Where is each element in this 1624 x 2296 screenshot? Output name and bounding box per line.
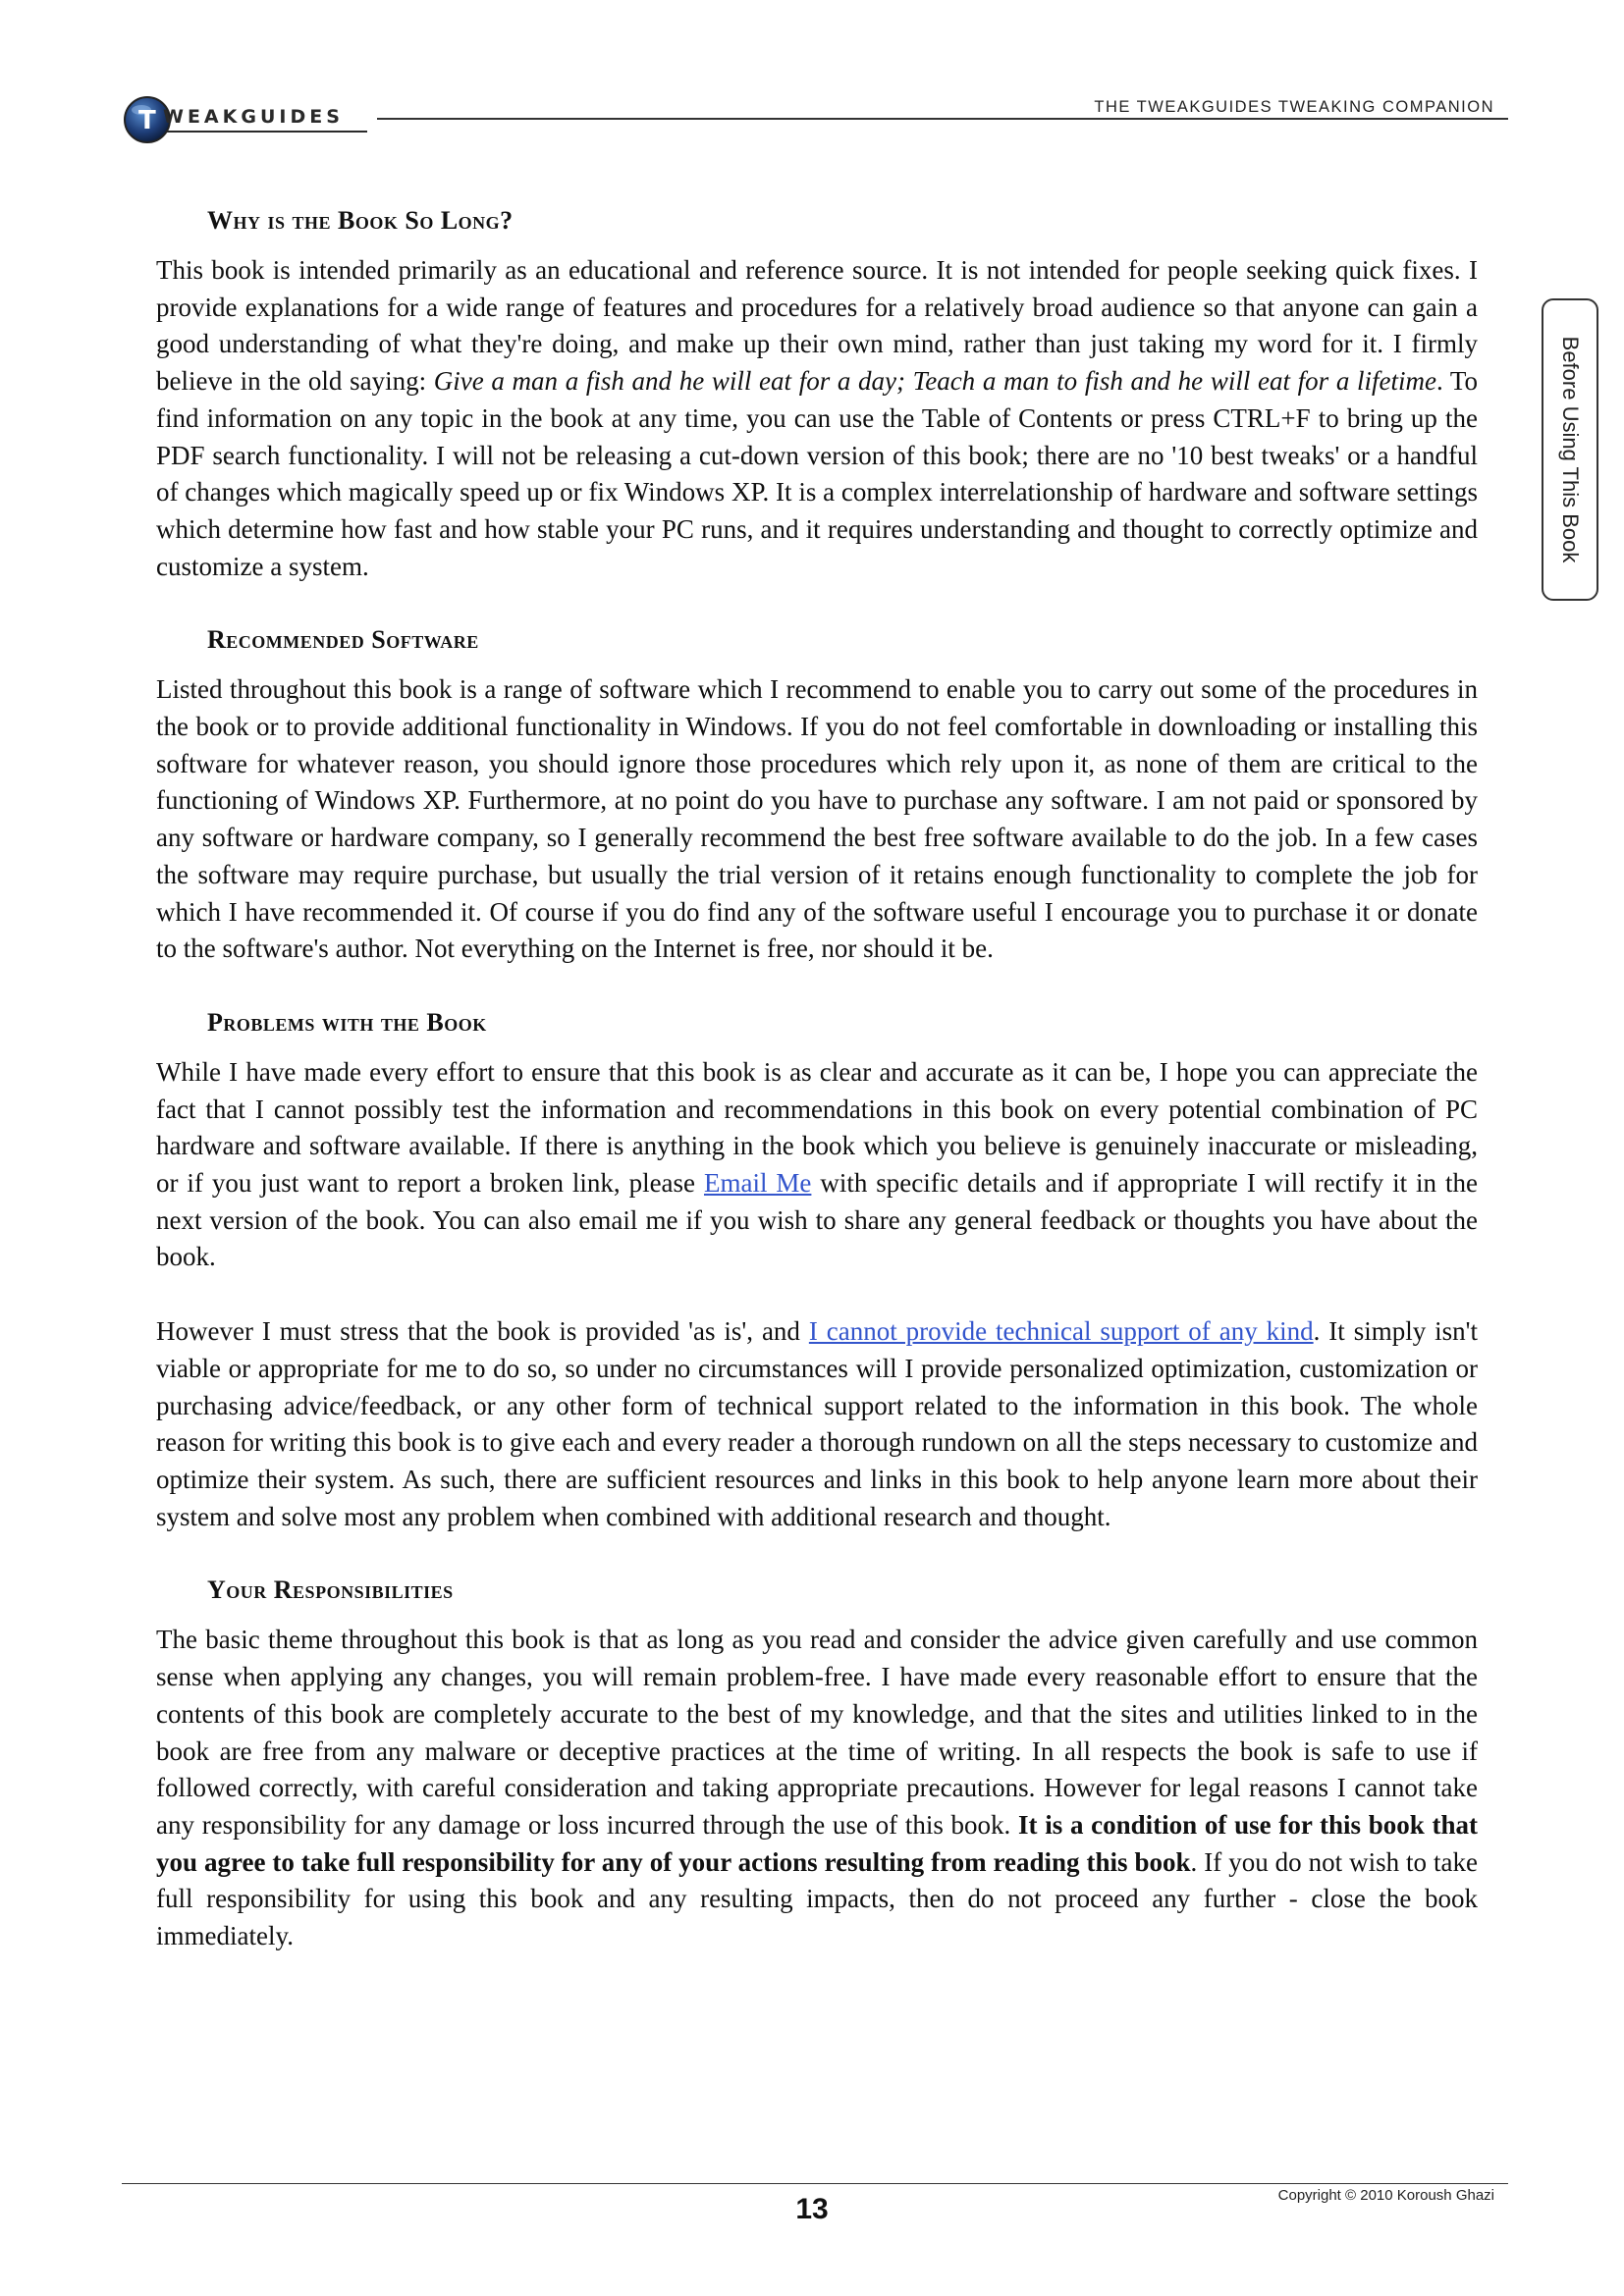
paragraph-problems-1 <box>156 1054 1478 1276</box>
header-rule <box>377 118 1508 120</box>
text-segment: However I must stress that the book is provided 'as is', and <box>156 1316 809 1347</box>
chapter-side-tab-label: Before Using This Book <box>1558 336 1583 563</box>
section-heading-why-long: Why is the Book So Long? <box>207 206 514 235</box>
text-segment: The basic theme throughout this book is that as long as you read and consider the advice given carefully and use common sense when applying any changes, you will remain problem-free. I have made every reasonable effort to ensure that the contents of this book are completely accurate to the best of my knowledge, and that the sites and utilities linked to in the book are free from any malware or deceptive practices at the time of writing. In all respects the book is safe to use if followed correctly, with careful consideration and taking appropriate precautions. However for legal reasons I cannot take any responsibility for any damage or loss incurred through the use of this book. <box>156 1625 1478 1840</box>
page-number: 13 <box>795 2193 829 2225</box>
copyright-notice: Copyright © 2010 Koroush Ghazi <box>1277 2187 1494 2204</box>
paragraph-problems-2 <box>156 1313 1478 1535</box>
condition-of-use-statement: It is a condition of use for this book that you agree to take full responsibility for any of your actions resulting from reading this book <box>156 1809 1478 1877</box>
text-segment: . To find information on any topic in the book at any time, you can use the Table of Contents or press CTRL+F to bring up the PDF search functionality. I will not be releasing a cut-down version of this book; there are no '10 best tweaks' or a handful of changes which magically speed up or fix Windows XP. It is a complex interrelationship of hardware and software settings which determine how fast and how stable your PC runs, and it requires understanding and thought to correctly optimize and customize a system. <box>156 366 1479 581</box>
section-heading-responsibilities: Your Responsibilities <box>207 1575 454 1605</box>
paragraph-why-long <box>156 252 1478 585</box>
footer-rule <box>122 2183 1508 2184</box>
text-segment: . It simply isn't viable or appropriate for me to do so, so under no circumstances will I provide personalized optimization, customization or purchasing advice/feedback, or any other form of technical support related to the information in this book. The whole reason for writing this book is to give each and every reader a thorough rundown on all the steps necessary to customize and optimize their system. As such, there are sufficient resources and links in this book to help anyone learn more about their system and solve most any problem when combined with additional research and thought. <box>156 1316 1478 1531</box>
paragraph-recommended-software: Listed throughout this book is a range of software which I recommend to enable you to carry out some of the procedures in the book or to provide additional functionality in Windows. If you do not feel comfortable in downloading or installing this software for whatever reason, you should ignore those procedures which rely upon it, as none of them are critical to the functioning of Windows XP. Furthermore, at no point do you have to purchase any software. I am not paid or sponsored by any software or hardware company, so I generally recommend the best free software available to do the job. In a few cases the software may require purchase, but usually the trial version of it retains enough functionality to complete the job for which I have recommended it. Of course if you do find any of the software useful I encourage you to purchase it or donate to the software's author. Not everything on the Internet is free, nor should it be. <box>156 674 1478 964</box>
email-me-link[interactable]: Email Me <box>703 1168 812 1199</box>
text-segment: This book is intended primarily as an educational and reference source. It is not intended for people seeking quick fixes. I provide explanations for a wide range of features and procedures for a relatively broad audience so that anyone can gain a good understanding of what they're doing, and make up their own mind, rather than just taking my word for it. I firmly believe in the old saying: <box>156 255 1478 397</box>
proverb-quote: Give a man a fish and he will eat for a day; Teach a man to fish and he will eat for a lifetime <box>433 366 1436 397</box>
chapter-side-tab <box>1542 298 1598 601</box>
text-segment: While I have made every effort to ensure that this book is as clear and accurate as it can be, I hope you can appreciate the fact that I cannot possibly test the information and recommendations in this book on every potential combination of PC hardware and software available. If there is anything in the book which you believe is genuinely inaccurate or misleading, or if you just want to report a broken link, please <box>156 1056 1478 1199</box>
section-heading-recommended-software: Recommended Software <box>207 625 479 655</box>
paragraph-responsibilities <box>156 1622 1478 1954</box>
no-tech-support-link[interactable]: I cannot provide technical support of any kind <box>808 1316 1314 1347</box>
text-segment: with specific details and if appropriate I will rectify it in the next version of the book. You can also email me if you wish to share any general feedback or thoughts you have about the book. <box>156 1168 1478 1272</box>
page-body <box>156 203 1478 1993</box>
section-heading-problems: Problems with the Book <box>207 1007 487 1037</box>
page-header <box>0 0 1624 157</box>
running-header-title: THE TWEAKGUIDES TWEAKING COMPANION <box>1094 98 1494 116</box>
text-segment: . If you do not wish to take full responsibility for using this book and any resulting impacts, then do not proceed any further - close the book immediately. <box>156 1846 1478 1951</box>
svg-text:T: T <box>138 106 156 135</box>
logo-wordmark: WEAKGUIDES <box>163 106 344 128</box>
